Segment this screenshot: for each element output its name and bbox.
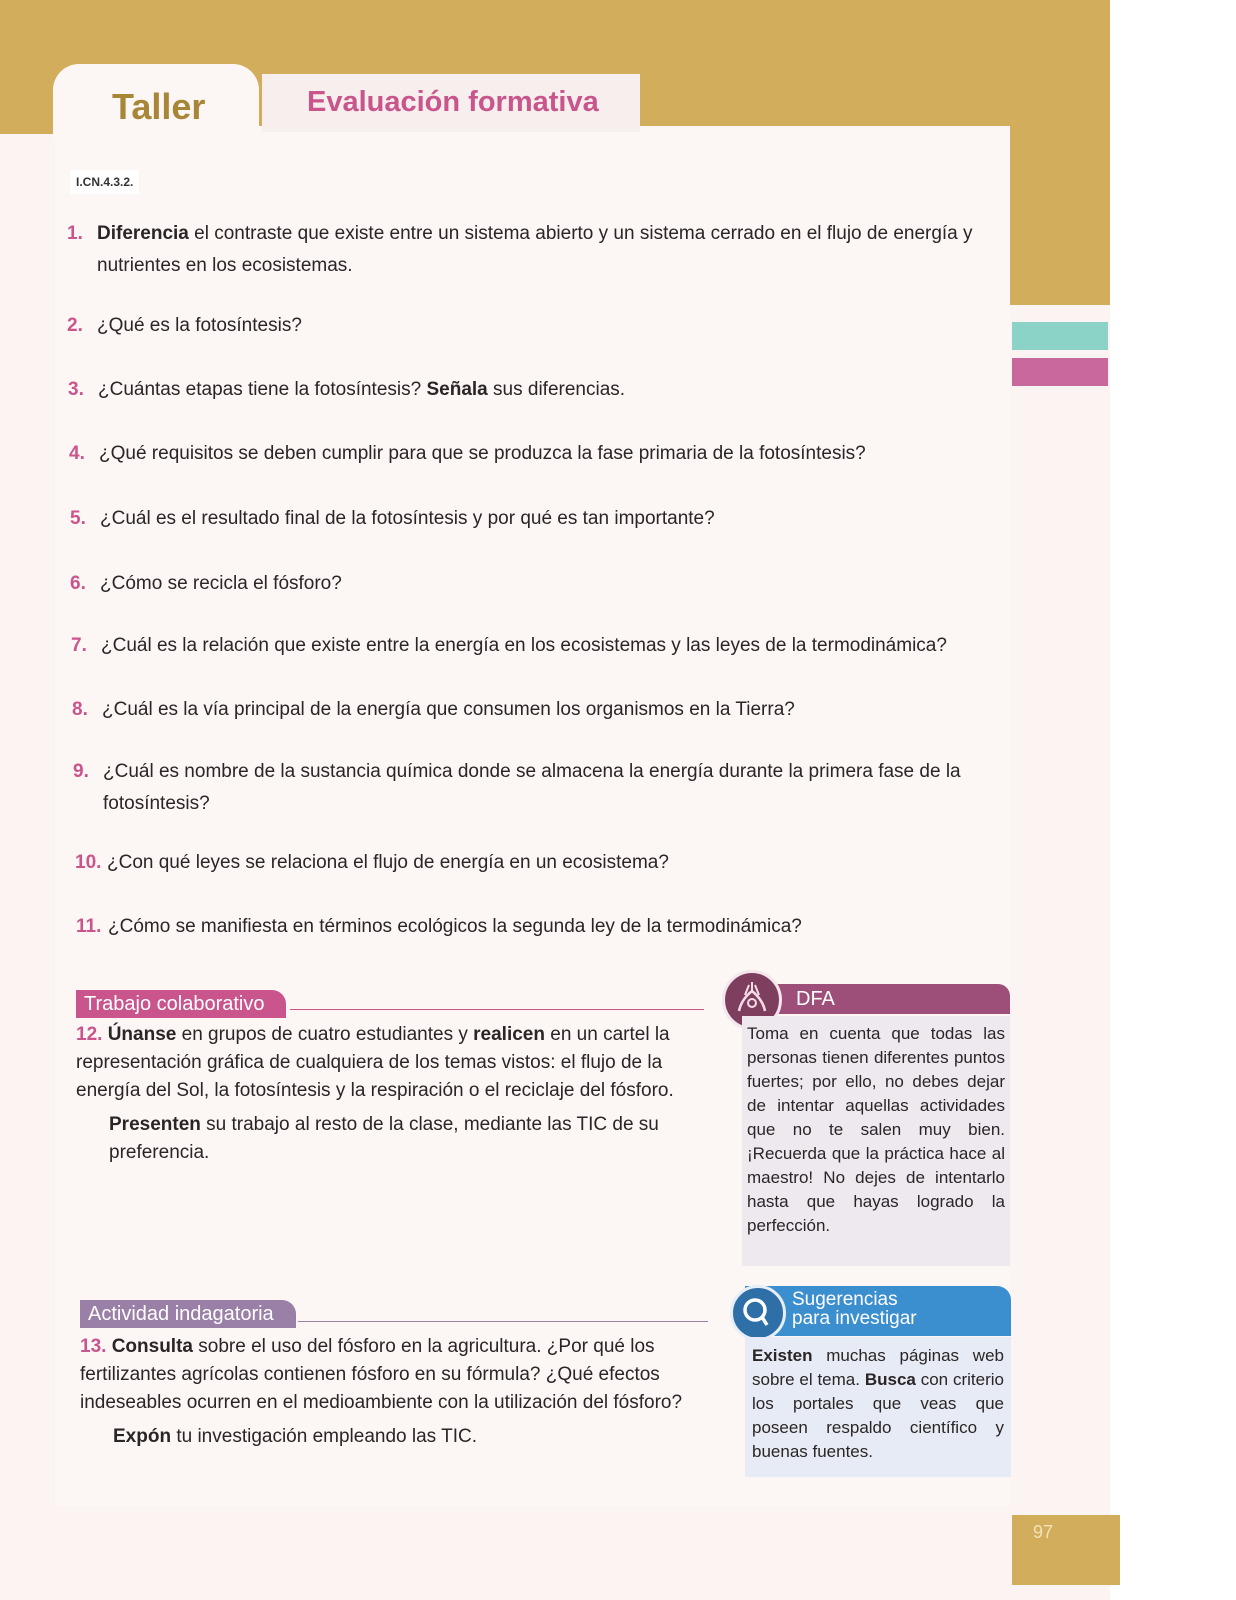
suggestions-verb: Busca [864,1370,916,1389]
page-margin [1110,0,1236,1600]
page-number-box [1012,1515,1120,1585]
question-number: 10. [75,852,102,873]
dfa-header [742,984,1010,1014]
question-7 [71,630,1001,662]
side-band [1008,0,1110,305]
question-number: 4. [69,443,85,464]
question-text: el contraste que existe entre un sistema abierto y un sistema cerrado en el flujo de energía y nutrientes en los ecosistemas. [97,223,973,276]
question-number: 7. [71,635,87,656]
activity-text: en grupos de cuatro estudiantes y [176,1024,474,1045]
suggestions-text [752,1344,1004,1464]
question-text: ¿Cuál es la vía principal de la energía que consumen los organismos en la Tierra? [102,699,795,720]
question-text: ¿Cuál es nombre de la sustancia química donde se almacena la energía durante la primera fase de la fotosíntesis? [103,761,961,814]
question-text: ¿Cómo se recicla el fósforo? [100,573,342,594]
section-title: Evaluación formativa [307,86,599,118]
activity-number: 13. [80,1336,107,1357]
question-verb: Señala [426,379,488,400]
question-8 [72,694,1002,726]
question-text: ¿Cuál es la relación que existe entre la energía en los ecosistemas y las leyes de la termodinámica? [101,635,947,656]
question-text: ¿Cuál es el resultado final de la fotosíntesis y por qué es tan importante? [100,508,715,529]
question-number: 2. [67,315,83,336]
question-10 [75,847,1005,879]
question-text: ¿Qué es la fotosíntesis? [97,315,302,336]
dfa-title: DFA [796,988,835,1010]
activity-13 [80,1333,708,1451]
question-text: ¿Cuántas etapas tiene la fotosíntesis? [98,379,427,400]
suggestions-title [792,1290,1002,1328]
activity-12 [76,1021,706,1167]
dfa-text: Toma en cuenta que todas las personas tienen diferentes puntos fuertes; por ello, no debes dejar de intentar aquellas actividades que no te salen muy bien. ¡Recuerda que la práctica hace al maestro! No dejes de intentarlo hasta que hayas logrado la perfección. [747,1024,1005,1235]
question-number: 6. [70,573,86,594]
question-text: ¿Cómo se manifiesta en términos ecológicos la segunda ley de la termodinámica? [108,916,802,937]
suggestions-title-line1: Sugerencias [792,1289,898,1310]
page-number: 97 [1033,1522,1054,1542]
activity-verb: Presenten [109,1114,201,1135]
inquiry-section-title: Actividad indagatoria [80,1300,296,1328]
question-number: 1. [67,223,83,244]
activity-verb: Únanse [107,1024,177,1045]
question-number: 9. [73,761,89,782]
question-9 [73,756,1003,820]
activity-text: su trabajo al resto de la clase, mediante las TIC de su preferencia. [109,1114,659,1163]
taller-label: Taller [112,86,206,127]
question-text: ¿Con qué leyes se relaciona el flujo de energía en un ecosistema? [107,852,669,873]
question-5 [70,503,1000,535]
teal-tab-marker [1012,322,1108,350]
question-number: 11. [76,916,102,937]
question-3 [68,374,998,406]
activity-verb: Consulta [111,1336,193,1357]
question-text-end: sus diferencias. [487,379,626,400]
question-4 [69,438,999,470]
question-6 [70,568,1000,600]
activity-verb: Expón [113,1426,172,1447]
collab-divider [290,1009,704,1010]
question-1 [67,218,1002,282]
suggestions-text-part: muchas páginas web sobre el tema. [752,1346,1004,1389]
suggestions-text-part: con criterio los portales que veas que poseen respaldo científico y buenas fuentes. [752,1370,1004,1461]
collab-section-title: Trabajo colaborativo [76,990,286,1018]
question-text: ¿Qué requisitos se deben cumplir para que se produzca la fase primaria de la fotosíntesis? [99,443,866,464]
indicator-code: I.CN.4.3.2. [70,170,139,194]
magnifier-icon [730,1285,786,1341]
inquiry-divider [298,1321,708,1322]
activity-text: sobre el uso del fósforo en la agricultura. ¿Por qué los fertilizantes agrícolas contienen fósforo en su fórmula? ¿Qué efectos indeseables ocurren en el medioambiente con la utilización del fósforo? [80,1336,683,1413]
question-11 [76,911,1006,943]
question-2 [67,310,997,342]
suggestions-title-line2: para investigar [792,1308,917,1329]
question-number: 3. [68,379,84,400]
suggestions-verb: Existen [752,1346,813,1365]
question-verb: Diferencia [97,223,189,244]
question-number: 8. [72,699,88,720]
pink-tab-marker [1012,358,1108,386]
question-number: 5. [70,508,86,529]
activity-number: 12. [76,1024,103,1045]
activity-text: en un cartel la representación gráfica de cualquiera de los temas vistos: el flujo de la energía del Sol, la fotosíntesis y la respiración o el reciclaje del fósforo. [76,1024,674,1101]
activity-verb: realicen [473,1024,545,1045]
activity-text: tu investigación empleando las TIC. [171,1426,477,1447]
